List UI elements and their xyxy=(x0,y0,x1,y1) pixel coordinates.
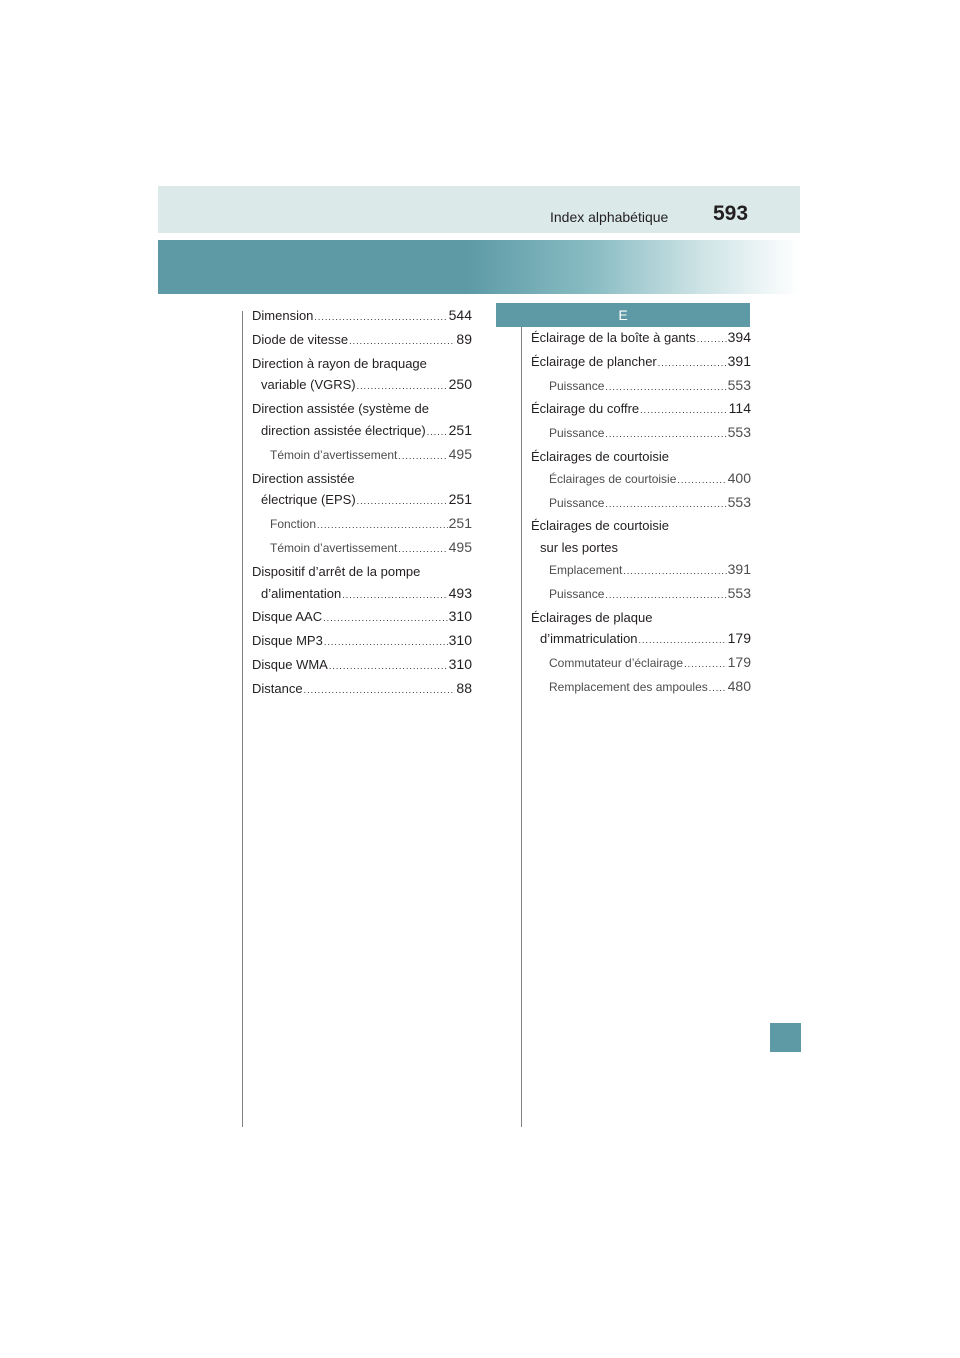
index-entry xyxy=(252,513,472,537)
index-entry xyxy=(531,327,751,351)
leader-dots xyxy=(342,585,447,607)
leader-dots xyxy=(304,680,456,702)
index-entry xyxy=(531,398,751,422)
index-entry-page: 394 xyxy=(727,329,751,345)
index-entry-label: d’alimentation xyxy=(261,585,342,601)
index-entry xyxy=(252,420,472,444)
index-entry xyxy=(252,329,472,353)
section-letter-tab: E xyxy=(496,303,750,327)
index-entry-label: Emplacement xyxy=(549,562,623,577)
index-entry-label: Commutateur d’éclairage xyxy=(549,656,684,671)
index-entry-label: Direction assistée xyxy=(252,470,355,486)
index-entry xyxy=(531,515,751,537)
index-entry xyxy=(531,583,751,607)
header-bar xyxy=(158,186,800,233)
index-entry-page: 495 xyxy=(448,538,472,555)
leader-dots xyxy=(639,630,727,652)
decorative-band xyxy=(158,240,800,294)
index-entry-label: Dimension xyxy=(252,308,314,323)
index-entry-page: 310 xyxy=(448,632,472,649)
index-entry-label: Puissance xyxy=(549,586,605,601)
leader-dots xyxy=(640,400,728,422)
leader-dots xyxy=(605,377,726,399)
index-entry-page: 251 xyxy=(448,515,472,532)
index-entry xyxy=(531,492,751,516)
index-entry-page: 114 xyxy=(728,400,751,417)
index-entry xyxy=(252,374,472,398)
index-entry-label: Dispositif d’arrêt de la pompe xyxy=(252,563,421,579)
index-entry xyxy=(531,537,751,559)
leader-dots xyxy=(324,632,448,654)
index-column-right xyxy=(531,327,751,700)
index-entry xyxy=(252,537,472,561)
index-entry-page: 553 xyxy=(727,493,751,510)
index-entry-label: Disque WMA xyxy=(252,656,328,672)
index-column-left xyxy=(252,305,472,702)
left-column-rule xyxy=(242,311,243,1127)
index-entry-label: Éclairages de plaque xyxy=(531,609,653,625)
index-entry-label: Remplacement des ampoules xyxy=(549,679,708,694)
index-entry-page: 400 xyxy=(727,469,751,486)
index-entry-label: Fonction xyxy=(270,517,317,532)
leader-dots xyxy=(684,654,727,676)
index-entry xyxy=(531,422,751,446)
index-entry-page: 553 xyxy=(727,584,751,601)
leader-dots xyxy=(398,446,447,468)
index-entry xyxy=(252,305,472,329)
index-entry-page: 391 xyxy=(727,352,751,369)
index-entry-label: Éclairages de courtoisie xyxy=(531,518,670,534)
index-entry xyxy=(531,375,751,399)
index-entry-page: 251 xyxy=(448,421,472,438)
page-number: 593 xyxy=(713,202,749,225)
index-entry-label: Direction à rayon de braquage xyxy=(252,355,427,371)
leader-dots xyxy=(427,422,448,444)
index-entry-page: 493 xyxy=(448,584,472,601)
index-entry-page: 179 xyxy=(727,630,751,647)
leader-dots xyxy=(658,353,727,375)
leader-dots xyxy=(357,376,448,398)
index-entry-page: 251 xyxy=(448,491,472,508)
index-entry-label: Distance xyxy=(252,680,303,696)
index-entry-page: 495 xyxy=(448,445,472,462)
leader-dots xyxy=(677,470,726,492)
index-entry-page: 553 xyxy=(727,376,751,393)
index-entry xyxy=(252,398,472,420)
index-entry xyxy=(531,652,751,676)
index-entry-label: Éclairages de courtoisie xyxy=(549,471,677,486)
index-entry-label: Direction assistée (système de xyxy=(252,401,430,417)
right-column-rule xyxy=(521,311,522,1127)
leader-dots xyxy=(605,585,726,607)
leader-dots xyxy=(329,656,448,678)
index-entry xyxy=(252,654,472,678)
index-entry-label: électrique (EPS) xyxy=(261,492,356,508)
leader-dots xyxy=(697,329,727,351)
index-entry-label: Témoin d’avertissement xyxy=(270,447,398,462)
leader-dots xyxy=(605,424,726,446)
index-entry xyxy=(531,468,751,492)
index-entry-page: 310 xyxy=(448,608,472,625)
leader-dots xyxy=(357,491,448,513)
index-entry xyxy=(252,489,472,513)
index-entry-label: sur les portes xyxy=(540,540,619,556)
index-entry xyxy=(531,446,751,468)
index-entry-page: 391 xyxy=(727,560,751,577)
leader-dots xyxy=(709,678,727,700)
index-entry xyxy=(252,678,472,702)
index-entry-label: direction assistée électrique) xyxy=(261,422,426,438)
index-entry-page: 480 xyxy=(727,677,751,694)
index-entry-page: 179 xyxy=(727,654,751,671)
index-entry-page: 310 xyxy=(448,655,472,672)
page-title: Index alphabétique xyxy=(550,209,669,225)
index-entry xyxy=(252,606,472,630)
index-entry-page: 553 xyxy=(727,424,751,441)
leader-dots xyxy=(317,515,448,537)
index-entry xyxy=(531,607,751,629)
index-entry xyxy=(252,468,472,490)
leader-dots xyxy=(314,307,447,329)
index-entry-page: 544 xyxy=(448,307,472,323)
index-entry-label: Puissance xyxy=(549,426,605,441)
index-entry-label: Éclairage de la boîte à gants xyxy=(531,330,696,345)
index-entry xyxy=(531,628,751,652)
index-entry xyxy=(252,444,472,468)
chapter-thumb-tab xyxy=(770,1023,801,1052)
index-entry xyxy=(252,583,472,607)
index-entry-label: Éclairages de courtoisie xyxy=(531,448,670,464)
index-entry-label: Éclairage du coffre xyxy=(531,401,640,417)
index-entry-label: Éclairage de plancher xyxy=(531,353,657,369)
index-entry xyxy=(252,561,472,583)
index-entry-page: 250 xyxy=(448,376,472,393)
index-entry-label: Disque MP3 xyxy=(252,633,323,649)
index-entry-label: Puissance xyxy=(549,495,605,510)
index-entry xyxy=(531,676,751,700)
index-entry xyxy=(252,353,472,375)
leader-dots xyxy=(349,331,455,353)
index-entry-label: Témoin d’avertissement xyxy=(270,540,398,555)
index-entry xyxy=(531,559,751,583)
leader-dots xyxy=(605,494,726,516)
index-entry-page: 88 xyxy=(456,679,472,696)
leader-dots xyxy=(623,561,726,583)
index-entry-label: Diode de vitesse xyxy=(252,331,349,347)
leader-dots xyxy=(323,608,448,630)
index-entry-label: variable (VGRS) xyxy=(261,377,356,393)
index-entry-label: Puissance xyxy=(549,378,605,393)
index-entry-page: 89 xyxy=(456,330,472,347)
index-entry-label: d’immatriculation xyxy=(540,631,638,647)
index-entry-label: Disque AAC xyxy=(252,609,323,625)
index-entry xyxy=(531,351,751,375)
leader-dots xyxy=(398,539,447,561)
index-entry xyxy=(252,630,472,654)
